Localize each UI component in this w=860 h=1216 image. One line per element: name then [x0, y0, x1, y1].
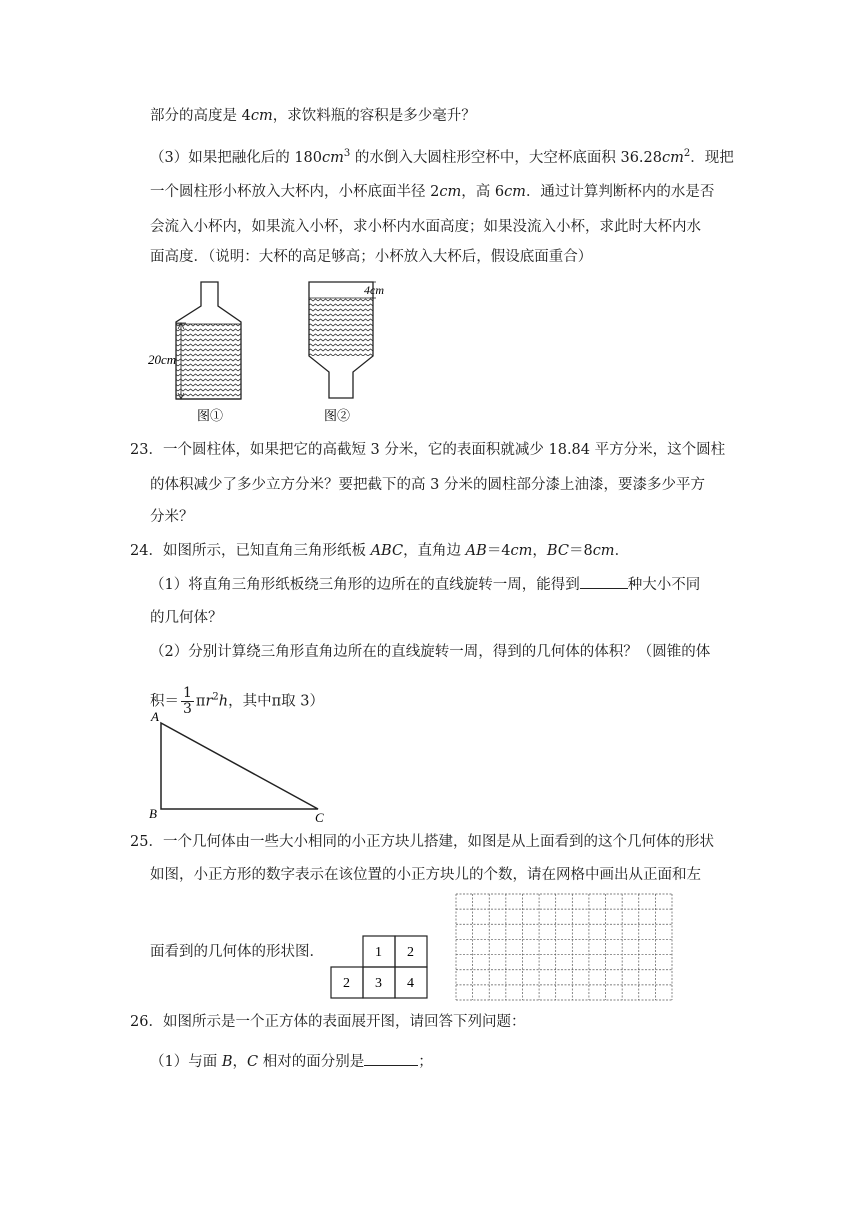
q24-line1: 24．如图所示，已知直角三角形纸板 ABC，直角边 AB＝4cm，BC＝8cm．: [130, 543, 630, 559]
vertex-a-label: A: [151, 709, 159, 724]
top-view-figure: [330, 935, 430, 999]
vertex-c-label: C: [315, 810, 324, 824]
q24-part2-line2: 积＝ $\frac{1}{3}$ $\pi r^2h$，其中π取 3）: [150, 685, 324, 717]
q22-part3-line3: 会流入小杯内，如果流入小杯，求小杯内水面高度；如果没流入小杯，求此时大杯内水: [150, 219, 701, 235]
q24-part1-line1: （1）将直角三角形纸板绕三角形的边所在的直线旋转一周，能得到 种大小不同: [150, 574, 700, 595]
q22-part3-line1: （3）如果把融化后的 $180cm^3$ 的水倒入大圆柱形空杯中，大空杯底面积 $36.28cm^2$．现把: [150, 148, 734, 166]
fig1-caption: 图①: [197, 408, 224, 423]
q22-part3-line4: 面高度．（说明：大杯的高足够高；小杯放入大杯后，假设底面重合）: [150, 249, 593, 265]
q23-line1: 23．一个圆柱体，如果把它的高截短 3 分米，它的表面积就减少 18.84 平方分米，这个圆柱: [130, 442, 726, 458]
vertex-b-label: B: [149, 806, 157, 821]
q22-part3-line2: 一个圆柱形小杯放入大杯内，小杯底面半径 2cm，高 6cm．通过计算判断杯内的水是否: [150, 184, 715, 200]
cell-count: 2: [343, 976, 350, 991]
q23-line3: 分米？: [150, 509, 194, 525]
q24-part1-line2: 的几何体？: [150, 610, 223, 626]
fig2-caption: 图②: [324, 408, 351, 423]
cell-count: 3: [375, 976, 382, 991]
q25-line2: 如图，小正方形的数字表示在该位置的小正方块儿的个数，请在网格中画出从正面和左: [150, 867, 701, 883]
drawing-grid[interactable]: [455, 893, 673, 1001]
q26-answer-blank[interactable]: [364, 1051, 418, 1066]
q25-line3: 面看到的几何体的形状图．: [150, 944, 324, 960]
q22-line1: 部分的高度是 4cm，求饮料瓶的容积是多少毫升？: [150, 108, 476, 124]
bottle-figure-2: [309, 282, 384, 423]
q24-part2-line1: （2）分别计算绕三角形直角边所在的直线旋转一周，得到的几何体的体积？（圆锥的体: [150, 644, 711, 660]
q26-line1: 26．如图所示是一个正方体的表面展开图，请回答下列问题：: [130, 1014, 526, 1030]
q25-line1: 25．一个几何体由一些大小相同的小正方块儿搭建，如图是从上面看到的这个几何体的形状: [130, 834, 714, 850]
q23-line2: 的体积减少了多少立方分米？要把截下的高 3 分米的圆柱部分漆上油漆，要漆多少平方: [150, 477, 705, 493]
cell-count: 2: [407, 945, 414, 960]
triangle-abc-figure: [145, 706, 335, 824]
cell-count: 4: [407, 976, 414, 991]
q26-part1-line1: （1）与面 B，C 相对的面分别是 ；: [150, 1051, 433, 1072]
fraction-one-third: $\frac{1}{3}$: [183, 685, 192, 717]
fig2-dimension-label: 4cm: [364, 283, 384, 297]
q24-answer-blank[interactable]: [580, 574, 628, 589]
cell-count: 1: [375, 945, 382, 960]
bottle-figures: [148, 278, 398, 428]
fig1-dimension-label: 20cm: [148, 352, 177, 367]
bottle-figure-1: [148, 282, 241, 423]
